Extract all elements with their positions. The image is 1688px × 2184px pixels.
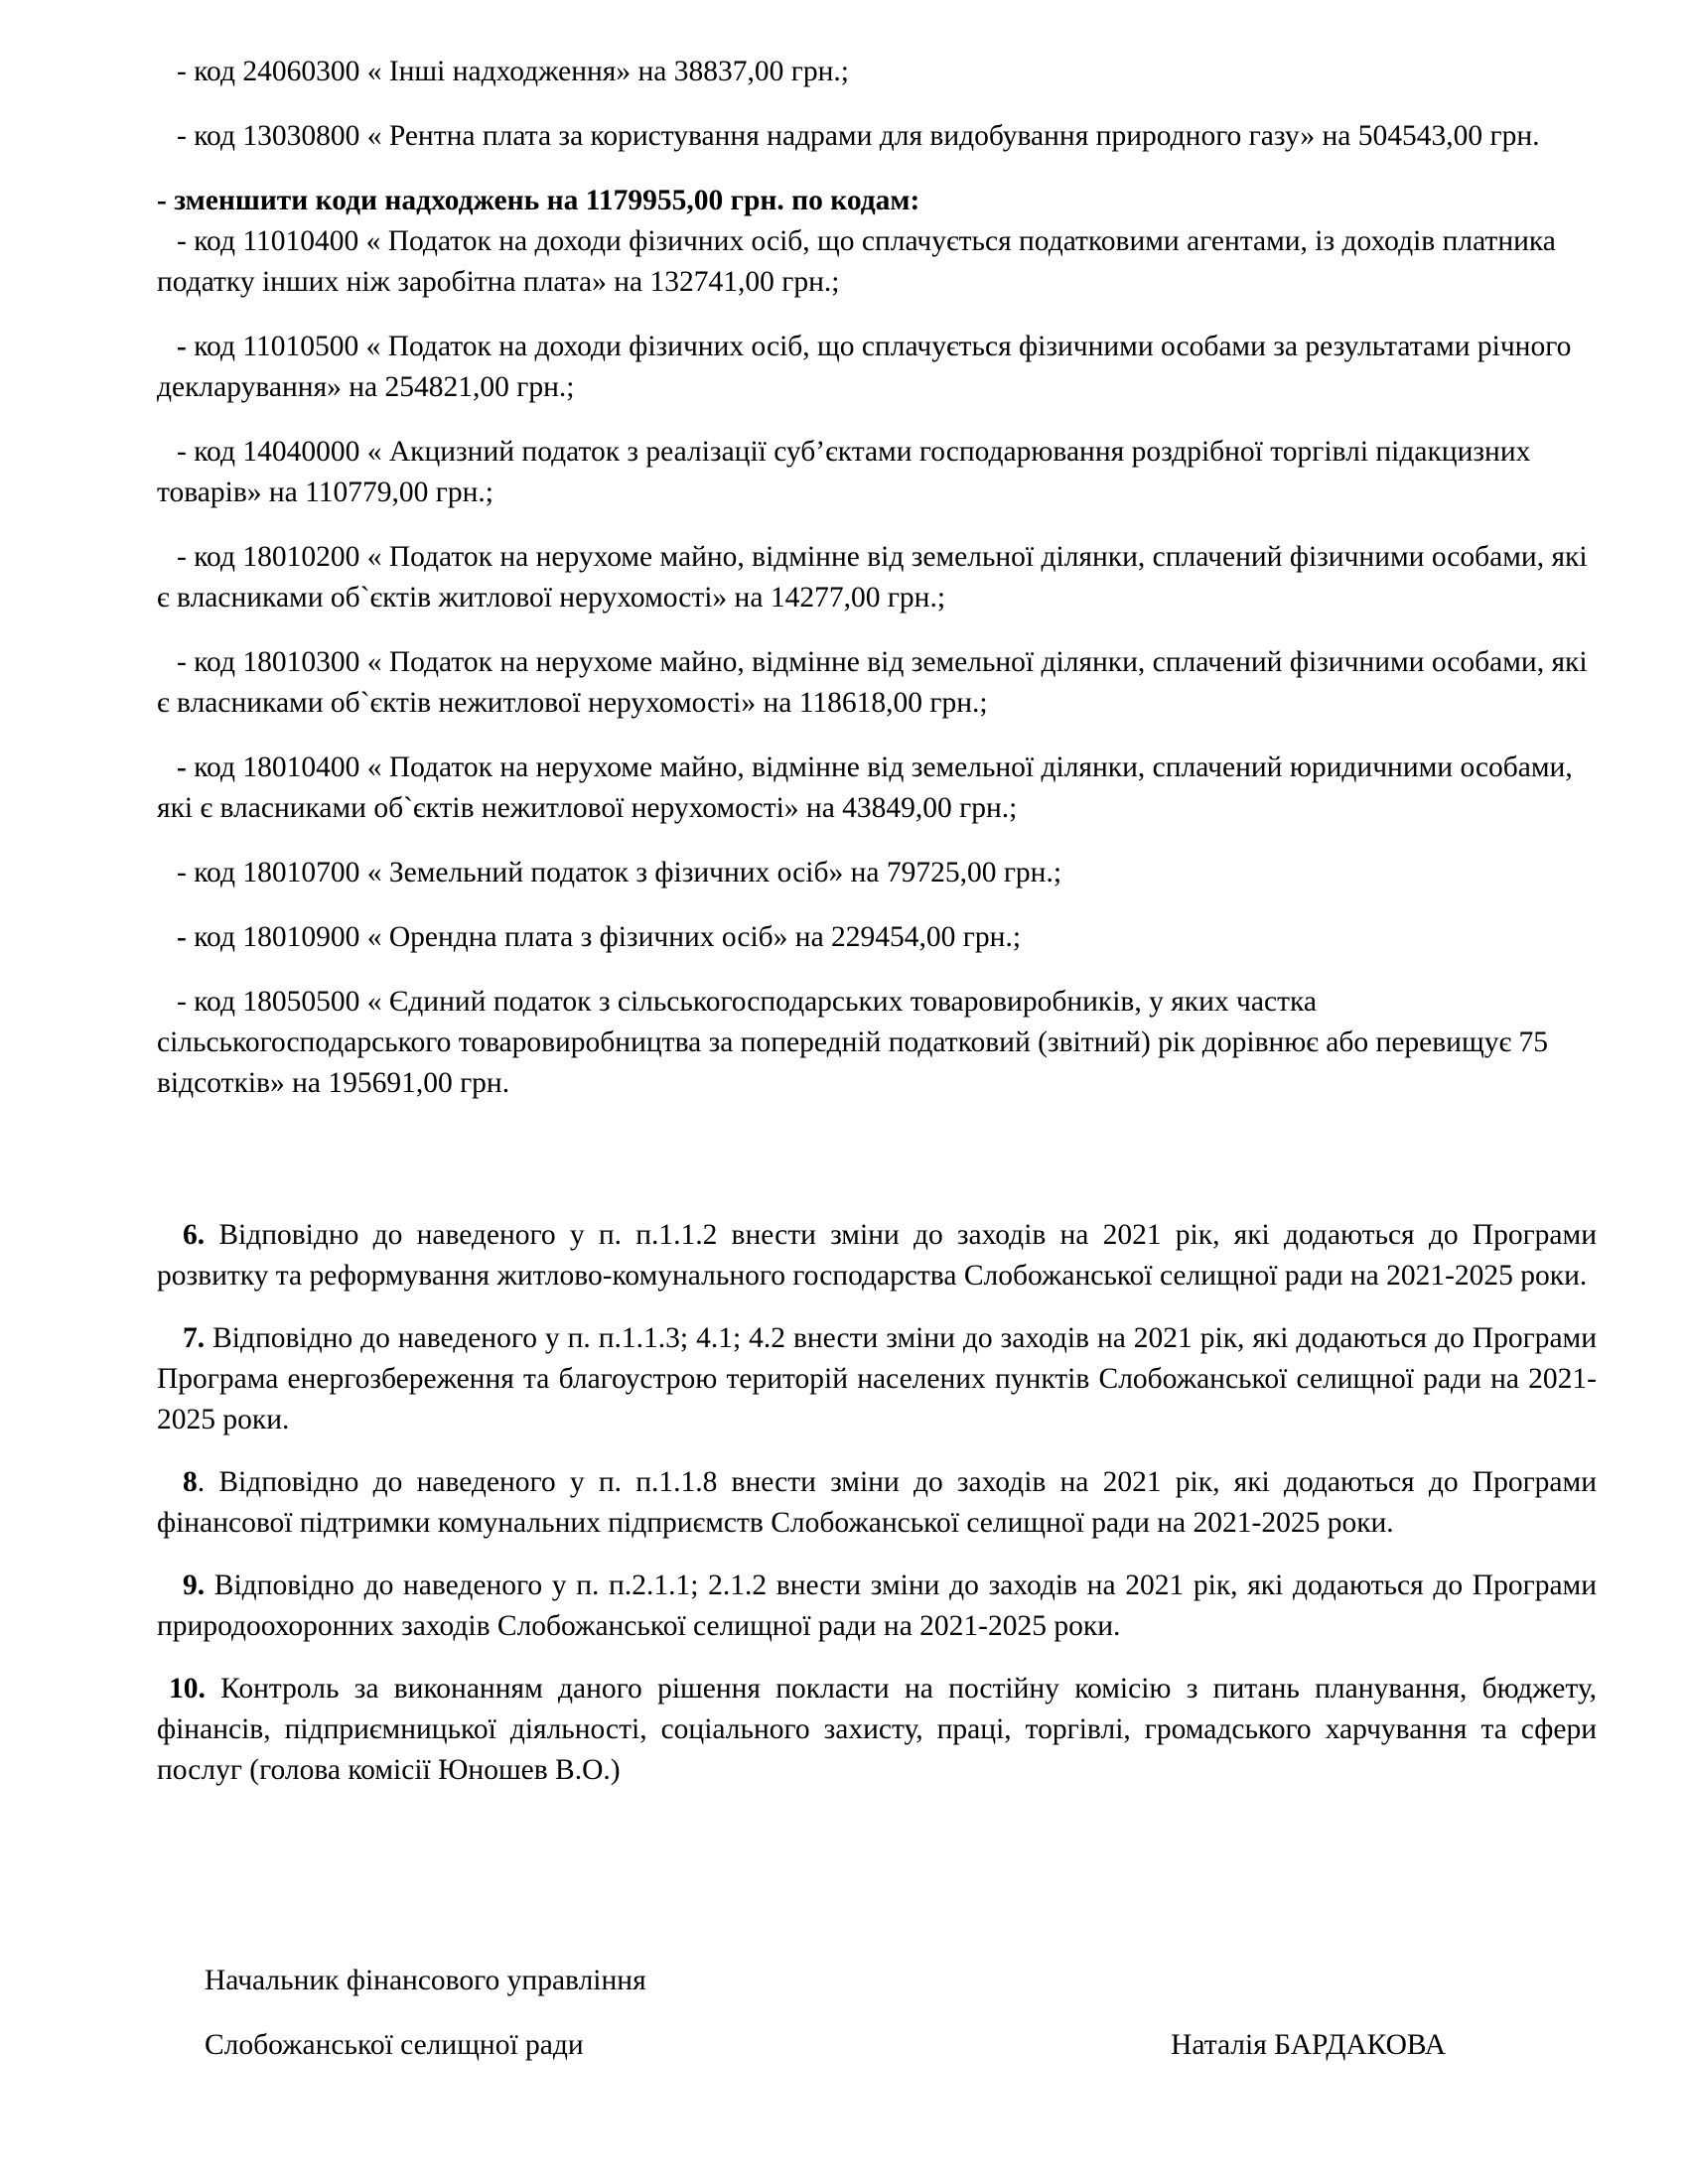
list-item bbox=[157, 432, 1597, 513]
item-dash: - bbox=[177, 541, 187, 573]
list-item bbox=[157, 642, 1597, 724]
signatory-name: Наталія БАРДАКОВА bbox=[1171, 2029, 1446, 2061]
signature-row-1 bbox=[205, 1961, 1446, 2001]
document-body bbox=[157, 52, 1597, 1813]
item-text: код 18050500 « Єдиний податок з сільськогосподарських товаровиробників, у яких частка сільськогосподарського товаровиробництва за попередній податковий (звітний) рік дорівнює або перевищує 75 відсотків» на 195691,00 грн. bbox=[157, 986, 1548, 1099]
signature-row-2 bbox=[205, 2025, 1446, 2066]
item-text: код 11010400 « Податок на доходи фізичних осіб, що сплачується податковими агентами, із доходів платника податку інших ніж заробітна плата» на 132741,00 грн.; bbox=[157, 225, 1556, 298]
paragraph-number: 9. bbox=[183, 1570, 206, 1601]
item-dash: - bbox=[177, 120, 187, 152]
item-dash: - bbox=[177, 751, 187, 783]
paragraph-6 bbox=[157, 1215, 1597, 1297]
paragraph-text: Відповідно до наведеного у п. п.1.1.3; 4.1; 4.2 внести зміни до заходів на 2021 рік, які додаються до Програми Програма енергозбереження та благоустрою територій населених пунктів Слобожанської селищної ради на 2021-2025 роки. bbox=[157, 1322, 1597, 1435]
paragraph-7 bbox=[157, 1318, 1597, 1440]
item-text: код 18010300 « Податок на нерухоме майно, відмінне від земельної ділянки, сплачений фізичними особами, які є власниками об`єктів нежитлової нерухомості» на 118618,00 грн.; bbox=[157, 646, 1588, 719]
item-dash: - bbox=[177, 857, 187, 888]
list-item bbox=[157, 917, 1597, 958]
paragraph-text: . Відповідно до наведеного у п. п.1.1.8 внести зміни до заходів на 2021 рік, які додаються до Програми фінансової підтримки комунальних підприємств Слобожанської селищної ради на 2021-2025 роки. bbox=[157, 1466, 1597, 1539]
paragraph-8 bbox=[157, 1462, 1597, 1544]
signatory-position-line2: Слобожанської селищної ради bbox=[205, 2029, 584, 2061]
paragraph-number: 7. bbox=[183, 1322, 206, 1354]
continuation-list bbox=[157, 52, 1597, 157]
list-item bbox=[157, 982, 1597, 1104]
paragraph-text: Контроль за виконанням даного рішення покласти на постійну комісію з питань планування, бюджету, фінансів, підприємницької діяльності, соціального захисту, праці, торгівлі, громадського харчування та сфери послуг (голова комісії Юношев В.О.) bbox=[157, 1673, 1597, 1786]
item-dash: - bbox=[177, 56, 187, 87]
item-text: код 18010200 « Податок на нерухоме майно, відмінне від земельної ділянки, сплачений фізичними особами, які є власниками об`єктів житлової нерухомості» на 14277,00 грн.; bbox=[157, 541, 1588, 614]
paragraph-number: 8 bbox=[183, 1466, 198, 1498]
item-text: код 24060300 « Інші надходження» на 38837,00 грн.; bbox=[186, 56, 849, 87]
paragraph-number: 6. bbox=[183, 1219, 206, 1251]
item-text: код 13030800 « Рентна плата за користування надрами для видобування природного газу» на 504543,00 грн. bbox=[186, 120, 1540, 152]
item-dash: - bbox=[177, 921, 187, 953]
paragraph-text: Відповідно до наведеного у п. п.1.1.2 внести зміни до заходів на 2021 рік, які додаються до Програми розвитку та реформування житлово-комунального господарства Слобожанської селищної ради на 2021-2025 роки. bbox=[157, 1219, 1597, 1292]
item-text: код 11010500 « Податок на доходи фізичних осіб, що сплачується фізичними особами за результатами річного декларування» на 254821,00 грн.; bbox=[157, 331, 1572, 403]
signatory-position-line1: Начальник фінансового управління bbox=[205, 1965, 646, 1996]
signature-block bbox=[205, 1961, 1446, 2066]
list-item bbox=[157, 116, 1597, 157]
list-item bbox=[157, 853, 1597, 893]
list-item bbox=[157, 327, 1597, 408]
item-dash: - bbox=[177, 225, 187, 257]
decrease-heading: - зменшити коди надходжень на 1179955,00 грн. по кодам: bbox=[157, 185, 920, 216]
item-text: код 14040000 « Акцизний податок з реалізації суб’єктами господарювання роздрібної торгівлі підакцизних товарів» на 110779,00 грн.; bbox=[157, 436, 1531, 508]
numbered-paragraphs bbox=[157, 1215, 1597, 1791]
paragraph-text: Відповідно до наведеного у п. п.2.1.1; 2.1.2 внести зміни до заходів на 2021 рік, які додаються до Програми природоохоронних заходів Слобожанської селищної ради на 2021-2025 роки. bbox=[157, 1570, 1597, 1642]
section-spacer bbox=[157, 1128, 1597, 1215]
list-item bbox=[157, 537, 1597, 618]
item-text: код 18010700 « Земельний податок з фізичних осіб» на 79725,00 грн.; bbox=[186, 857, 1062, 888]
list-item bbox=[157, 52, 1597, 92]
paragraph-number: 10. bbox=[169, 1673, 206, 1705]
decrease-list bbox=[157, 221, 1597, 1104]
paragraph-9 bbox=[157, 1566, 1597, 1647]
item-dash: - bbox=[177, 986, 187, 1018]
list-item bbox=[157, 221, 1597, 303]
item-text: код 18010900 « Орендна плата з фізичних осіб» на 229454,00 грн.; bbox=[186, 921, 1022, 953]
item-dash: - bbox=[177, 331, 187, 362]
paragraph-10 bbox=[157, 1669, 1597, 1791]
item-dash: - bbox=[177, 646, 187, 678]
item-text: код 18010400 « Податок на нерухоме майно, відмінне від земельної ділянки, сплачений юридичними особами, які є власниками об`єктів нежитлової нерухомості» на 43849,00 грн.; bbox=[157, 751, 1573, 824]
list-item bbox=[157, 748, 1597, 829]
item-dash: - bbox=[177, 436, 187, 468]
